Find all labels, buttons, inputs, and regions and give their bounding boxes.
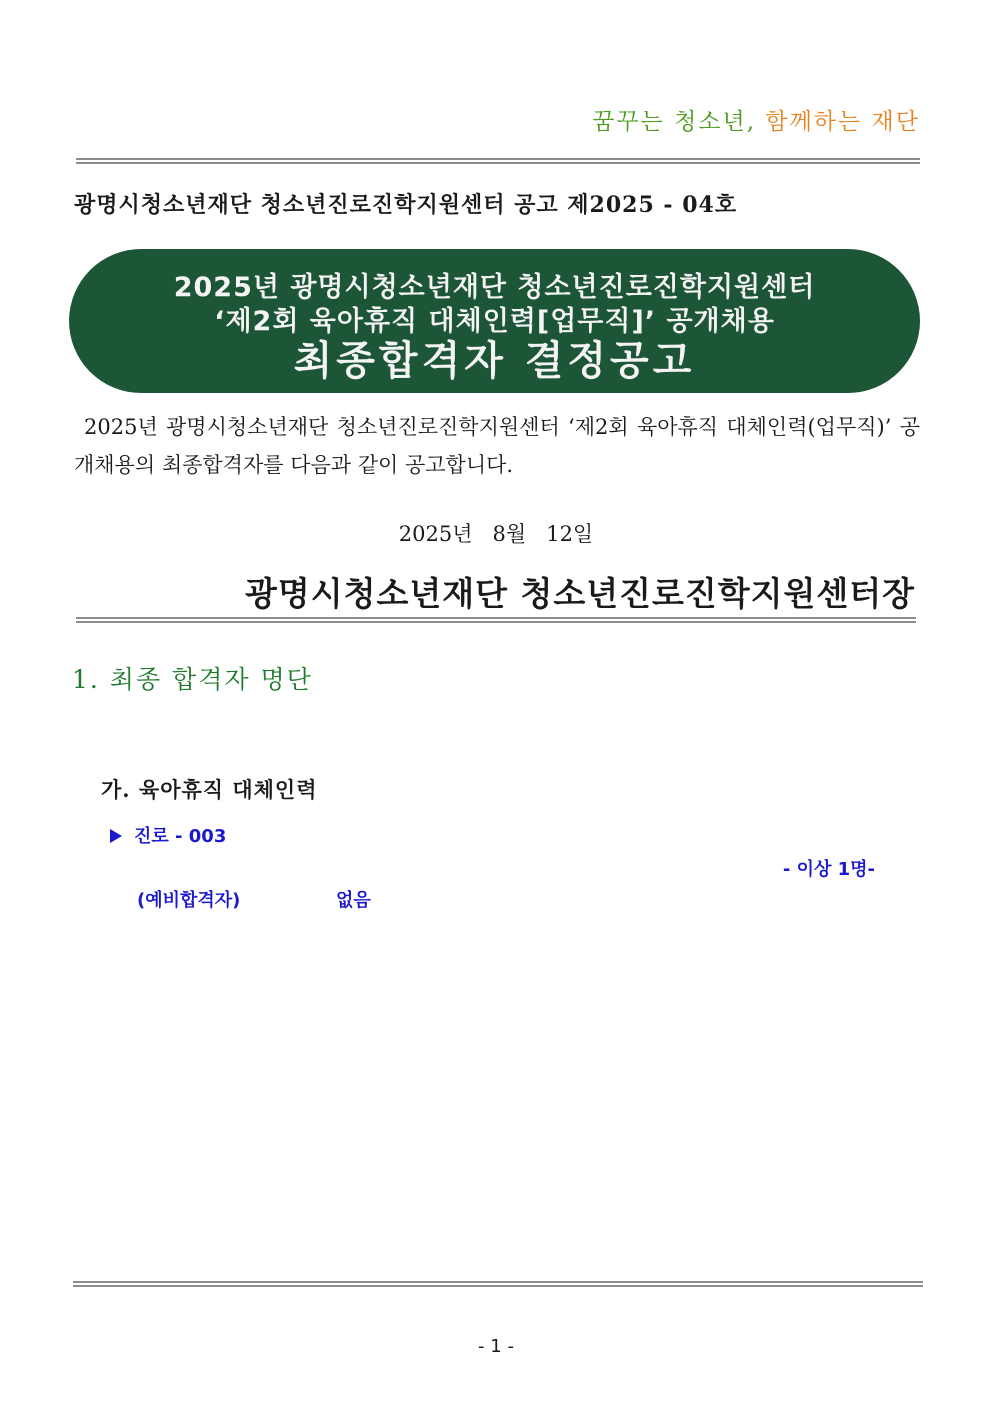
triangle-bullet-icon — [110, 829, 122, 843]
slogan — [592, 103, 920, 136]
notice-number: 광명시청소년재단 청소년진로진학지원센터 공고 제2025 - 04호 — [74, 192, 738, 218]
banner-line-1: 2025년 광명시청소년재단 청소년진로진학지원센터 — [173, 272, 816, 303]
reserve-value: 없음 — [336, 890, 371, 911]
title-banner — [69, 249, 920, 393]
page-number: - 1 - — [478, 1336, 514, 1357]
candidate-count: - 이상 1명- — [782, 859, 875, 880]
candidate-item — [110, 822, 226, 848]
subsection-title: 가. 육아휴직 대체인력 — [101, 777, 318, 802]
header-divider — [76, 158, 920, 164]
reserve-label: (예비합격자) — [137, 890, 241, 911]
section-title: 1. 최종 합격자 명단 — [72, 665, 313, 694]
footer-divider — [73, 1281, 923, 1287]
slogan-part-2: 함께하는 재단 — [765, 109, 920, 135]
banner-title: 최종합격자 결정공고 — [293, 338, 696, 384]
banner-line-2: ‘제2회 육아휴직 대체인력[업무직]’ 공개채용 — [214, 306, 775, 337]
signature-divider — [76, 617, 916, 623]
announcement-date: 2025년 8월 12일 — [398, 522, 594, 546]
candidate-id: 진로 - 003 — [134, 826, 227, 847]
slogan-part-1: 꿈꾸는 청소년, — [592, 109, 757, 135]
announcement-text: 2025년 광명시청소년재단 청소년진로진학지원센터 ‘제2회 육아휴직 대체인력(업무직)’ 공개채용의 최종합격자를 다음과 같이 공고합니다. — [74, 415, 920, 477]
signature: 광명시청소년재단 청소년진로진학지원센터장 — [244, 574, 915, 613]
announcement-paragraph — [74, 408, 920, 484]
